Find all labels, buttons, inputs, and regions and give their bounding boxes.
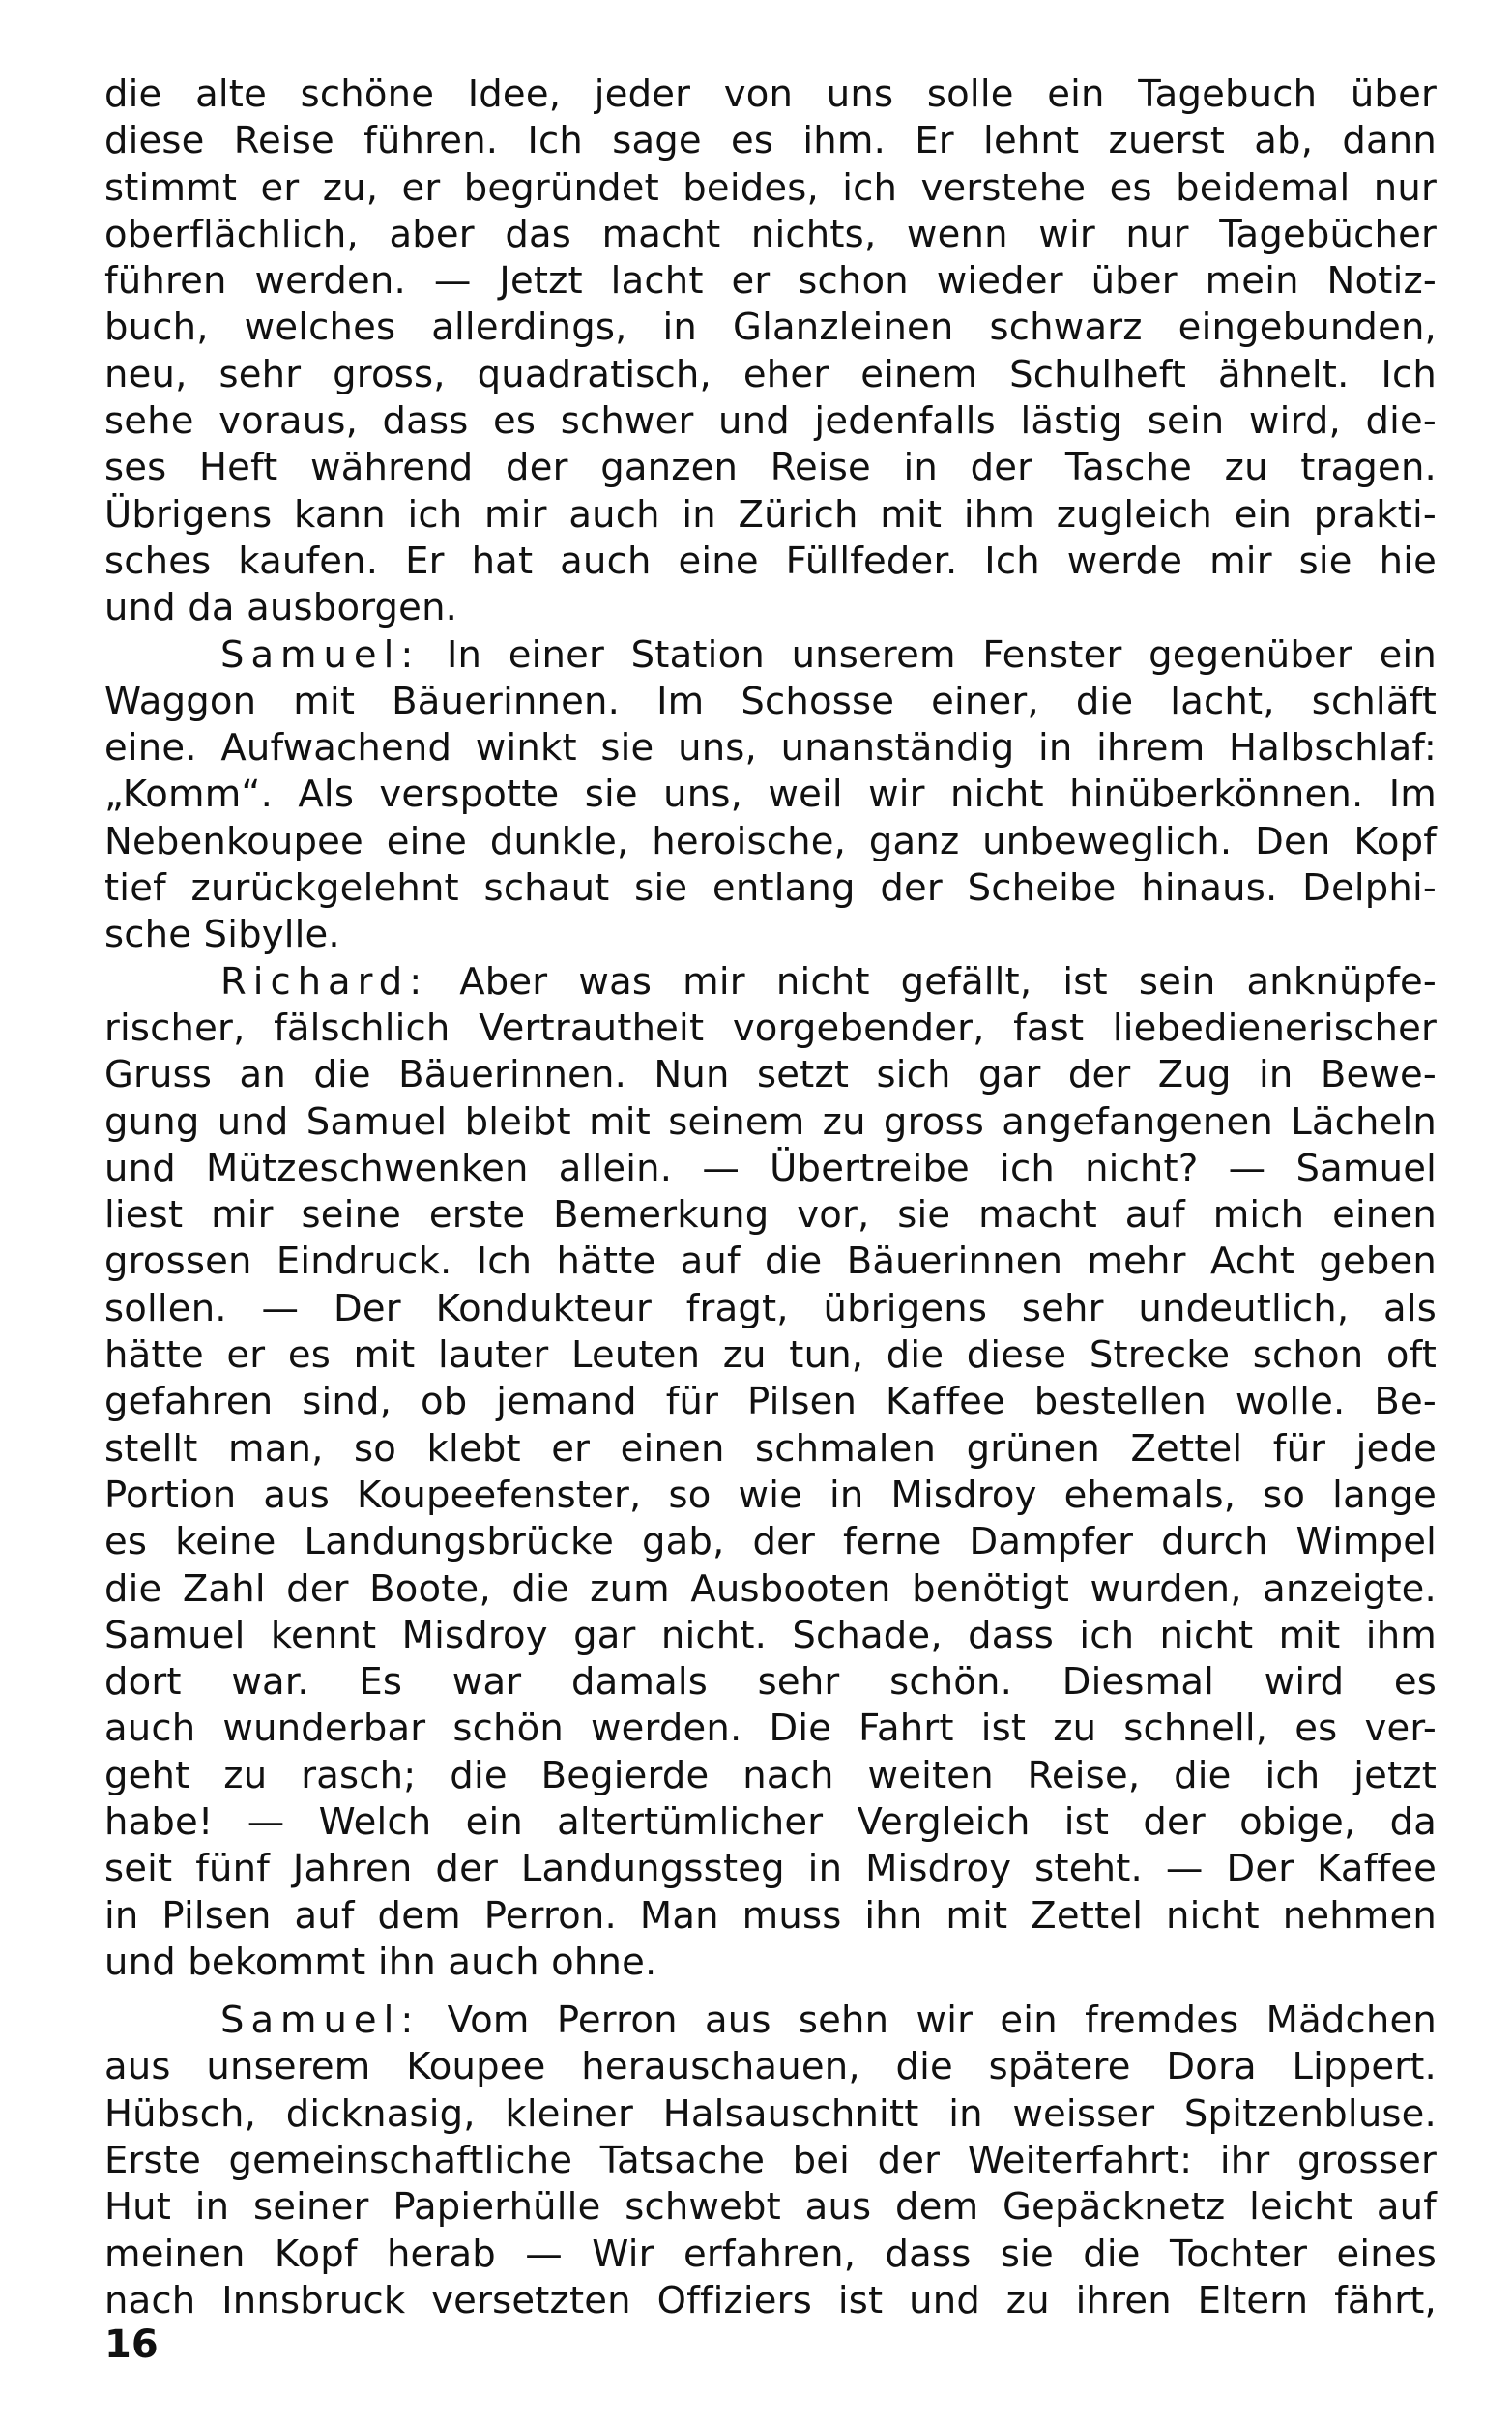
text-line: neu, sehr gross, quadratisch, eher einem Schulheft ähnelt. Ich (104, 352, 1437, 396)
text-line: ses Heft während der ganzen Reise in der Tasche zu tragen. (104, 446, 1437, 490)
text-line: Hübsch, dicknasig, kleiner Halsauschnitt in weisser Spitzenbluse. (104, 2091, 1437, 2136)
speaker-name: Samuel: (220, 1999, 421, 2043)
dialogue-line (104, 959, 1437, 1006)
text-line: führen werden. — Jetzt lacht er schon wieder über mein Notiz- (104, 259, 1437, 304)
text-line: die Zahl der Boote, die zum Ausbooten benötigt wurden, anzeigte. (104, 1566, 1437, 1611)
text-line: oberflächlich, aber das macht nichts, wenn wir nur Tagebücher (104, 212, 1437, 256)
text-line: es keine Landungsbrücke gab, der ferne Dampfer durch Wimpel (104, 1520, 1437, 1564)
dialogue-line (104, 1998, 1437, 2044)
text-line: stellt man, so klebt er einen schmalen grünen Zettel für jede (104, 1426, 1437, 1471)
text-line: seit fünf Jahren der Landungssteg in Misdroy steht. — Der Kaffee (104, 1847, 1437, 1891)
text-line: sehe voraus, dass es schwer und jedenfalls lästig sein wird, die- (104, 399, 1437, 444)
text-line: sches kaufen. Er hat auch eine Füllfeder. Ich werde mir sie hie (104, 539, 1437, 583)
text-line: „Komm“. Als verspotte sie uns, weil wir nicht hinüberkönnen. Im (104, 773, 1437, 817)
text-line: Erste gemeinschaftliche Tatsache bei der Weiterfahrt: ihr grosser (104, 2139, 1437, 2183)
text-line: gefahren sind, ob jemand für Pilsen Kaffee bestellen wolle. Be- (104, 1380, 1437, 1424)
text-line: die alte schöne Idee, jeder von uns solle ein Tagebuch über (104, 73, 1437, 116)
text-fragment: Aber was mir nicht gefällt, ist sein anknüpfe- (459, 959, 1437, 1004)
text-line: und Mützeschwenken allein. — Übertreibe ich nicht? — Samuel (104, 1146, 1437, 1190)
speaker-name: Richard: (220, 959, 429, 1004)
speaker-name: Samuel: (220, 632, 421, 677)
text-line: Nebenkoupee eine dunkle, heroische, ganz unbeweglich. Den Kopf (104, 819, 1437, 863)
text-line: sche Sibylle. (104, 913, 340, 957)
text-line: Samuel kennt Misdroy gar nicht. Schade, dass ich nicht mit ihm (104, 1613, 1437, 1657)
text-line: gung und Samuel bleibt mit seinem zu gross angefangenen Lächeln (104, 1099, 1437, 1144)
text-line: und da ausborgen. (104, 586, 458, 630)
text-fragment: In einer Station unserem Fenster gegenüber ein (446, 632, 1437, 677)
text-fragment: Vom Perron aus sehn wir ein fremdes Mädchen (447, 1999, 1437, 2043)
text-line: Gruss an die Bäuerinnen. Nun setzt sich gar der Zug in Bewe- (104, 1053, 1437, 1097)
text-line: grossen Eindruck. Ich hätte auf die Bäuerinnen mehr Acht geben (104, 1240, 1437, 1284)
text-line: tief zurückgelehnt schaut sie entlang der Scheibe hinaus. Delphi- (104, 866, 1437, 911)
text-line: Übrigens kann ich mir auch in Zürich mit ihm zugleich ein prakti- (104, 492, 1437, 537)
body-text (104, 72, 1437, 2324)
text-line: nach Innsbruck versetzten Offiziers ist und zu ihren Eltern fährt, (104, 2278, 1437, 2322)
dialogue-line (104, 632, 1437, 679)
text-line: buch, welches allerdings, in Glanzleinen schwarz eingebunden, (104, 306, 1437, 350)
text-line: Portion aus Koupeefenster, so wie in Misdroy ehemals, so lange (104, 1473, 1437, 1517)
text-line: auch wunderbar schön werden. Die Fahrt ist zu schnell, es ver- (104, 1707, 1437, 1751)
text-line: eine. Aufwachend winkt sie uns, unanständig in ihrem Halbschlaf: (104, 726, 1437, 771)
text-line: diese Reise führen. Ich sage es ihm. Er lehnt zuerst ab, dann (104, 119, 1437, 163)
text-line: Waggon mit Bäuerinnen. Im Schosse einer, die lacht, schläft (104, 679, 1437, 723)
text-line: sollen. — Der Kondukteur fragt, übrigens sehr undeutlich, als (104, 1286, 1437, 1330)
text-line: rischer, fälschlich Vertrautheit vorgebender, fast liebedienerischer (104, 1006, 1437, 1050)
text-line: in Pilsen auf dem Perron. Man muss ihn mit Zettel nicht nehmen (104, 1893, 1437, 1938)
text-line: dort war. Es war damals sehr schön. Diesmal wird es (104, 1660, 1437, 1705)
text-line: geht zu rasch; die Begierde nach weiten Reise, die ich jetzt (104, 1753, 1437, 1797)
text-line: liest mir seine erste Bemerkung vor, sie macht auf mich einen (104, 1193, 1437, 1238)
page-number: 16 (104, 2322, 159, 2367)
text-line: Hut in seiner Papierhülle schwebt aus dem Gepäcknetz leicht auf (104, 2185, 1437, 2230)
text-line: hätte er es mit lauter Leuten zu tun, die diese Strecke schon oft (104, 1333, 1437, 1378)
text-line: stimmt er zu, er begründet beides, ich verstehe es beidemal nur (104, 165, 1437, 210)
text-line: aus unserem Koupee herauschauen, die spätere Dora Lippert. (104, 2045, 1437, 2089)
text-line: und bekommt ihn auch ohne. (104, 1940, 657, 1984)
text-line: habe! — Welch ein altertümlicher Vergleich ist der obige, da (104, 1799, 1437, 1844)
text-line: meinen Kopf herab — Wir erfahren, dass sie die Tochter eines (104, 2232, 1437, 2276)
